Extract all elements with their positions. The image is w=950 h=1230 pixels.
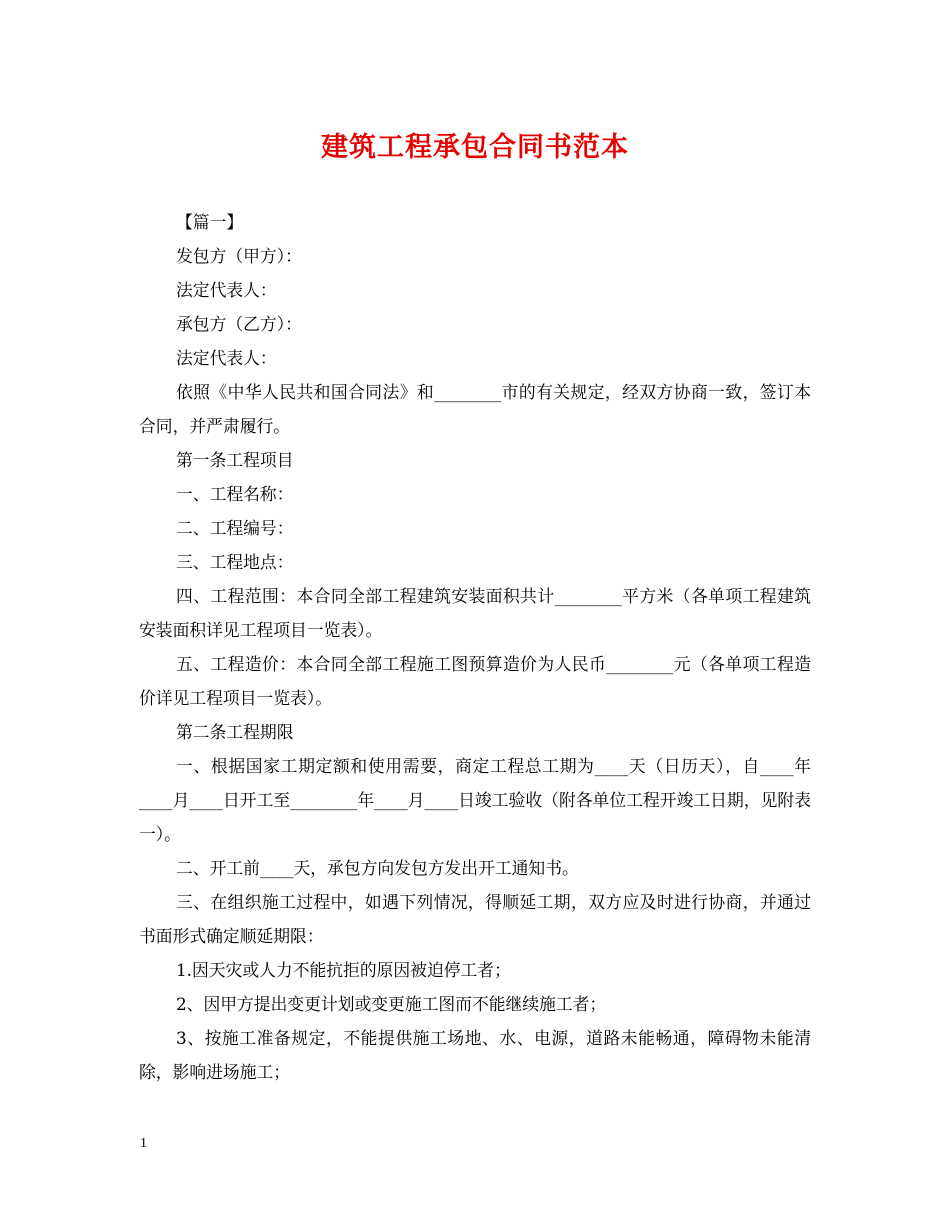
paragraph: 一、工程名称：: [176, 484, 294, 504]
article-heading: 第二条工程期限: [176, 722, 294, 742]
article-heading: 第一条工程项目: [176, 450, 294, 470]
paragraph: 承包方（乙方）：: [176, 314, 302, 334]
paragraph: 一、根据国家工期定额和使用需要，商定工程总工期为____天（日历天），自____年____月____日开工至________年____月____日竣工验收（附各单位工程开竣工日期，见附表一）。: [139, 756, 811, 844]
paragraph: 三、在组织施工过程中，如遇下列情况，得顺延工期，双方应及时进行协商，并通过书面形式确定顺延期限：: [139, 892, 811, 946]
document-body: [139, 205, 811, 1089]
list-item: 1.因天灾或人力不能抗拒的原因被迫停工者；: [176, 960, 511, 980]
paragraph: 法定代表人：: [176, 348, 277, 368]
section-heading: 【篇一】: [176, 212, 244, 232]
document-title: 建筑工程承包合同书范本: [321, 132, 629, 163]
paragraph: 法定代表人：: [176, 280, 277, 300]
paragraph: 三、工程地点：: [176, 552, 294, 572]
paragraph: 发包方（甲方）：: [176, 246, 302, 266]
paragraph: 依照《中华人民共和国合同法》和________市的有关规定，经双方协商一致，签订本合同，并严肃履行。: [139, 382, 811, 436]
paragraph: 二、开工前____天，承包方向发包方发出开工通知书。: [176, 858, 579, 878]
paragraph: 二、工程编号：: [176, 518, 294, 538]
list-item: 2、因甲方提出变更计划或变更施工图而不能继续施工者；: [176, 994, 607, 1014]
page-number: 1: [140, 1136, 147, 1151]
paragraph: 四、工程范围：本合同全部工程建筑安装面积共计________平方米（各单项工程建筑安装面积详见工程项目一览表）。: [139, 586, 811, 640]
list-item: 3、按施工准备规定，不能提供施工场地、水、电源，道路未能畅通，障碍物未能清除，影响进场施工；: [139, 1028, 811, 1082]
paragraph: 五、工程造价：本合同全部工程施工图预算造价为人民币________元（各单项工程造价详见工程项目一览表）。: [139, 654, 811, 708]
